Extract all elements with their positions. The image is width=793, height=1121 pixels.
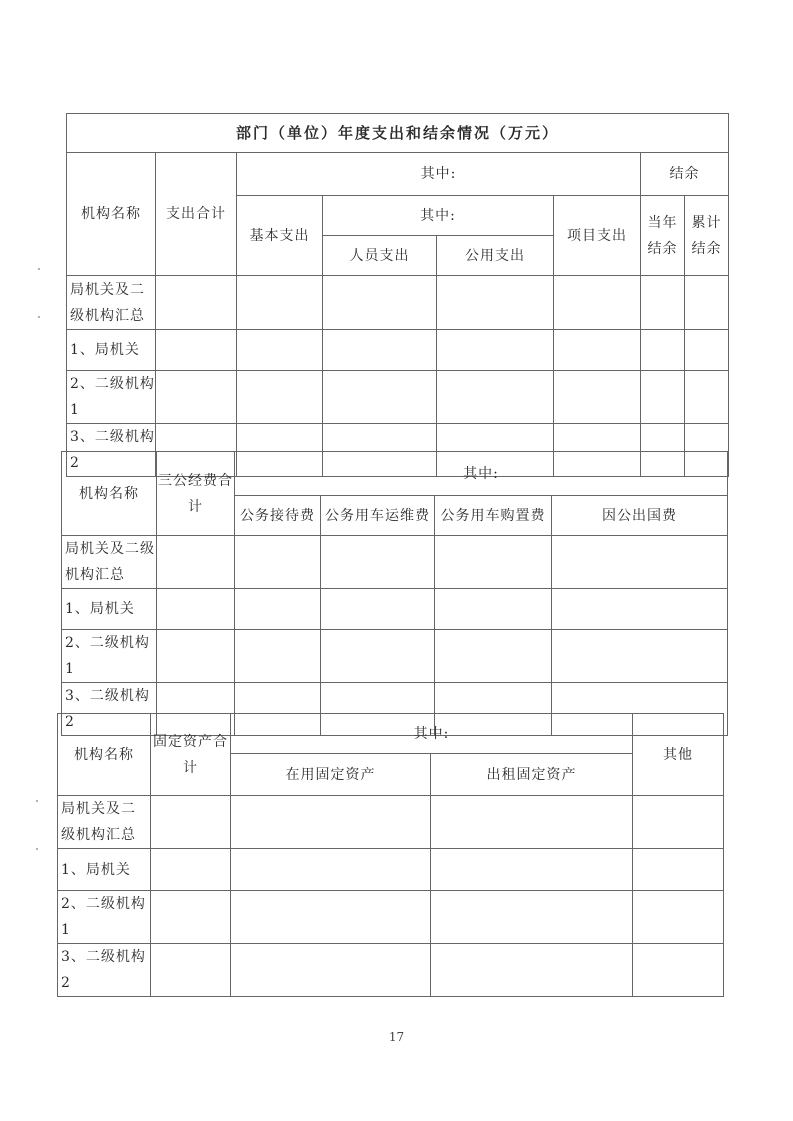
table2-row-label: 3、二级机构 2	[62, 683, 157, 736]
table-cell	[641, 371, 685, 424]
table-cell	[237, 276, 323, 330]
table1-row-label: 3、二级机构 2	[67, 424, 156, 477]
table-cell	[157, 536, 235, 589]
table-cell	[437, 371, 554, 424]
table2-car-purchase: 公务用车购置费	[435, 496, 552, 536]
table-cell	[323, 276, 437, 330]
scan-speck	[36, 848, 38, 850]
table-cell	[552, 536, 728, 589]
table1-current-year: 当年结余	[641, 196, 685, 276]
table-cell	[321, 536, 435, 589]
table2-col-name: 机构名称	[62, 452, 157, 536]
table-cell	[157, 589, 235, 630]
table3-row-label: 2、二级机构 1	[58, 891, 151, 944]
table3-rented: 出租固定资产	[431, 754, 633, 796]
table-cell	[323, 371, 437, 424]
table1-row-label: 2、二级机构 1	[67, 371, 156, 424]
table-cell	[641, 276, 685, 330]
table-cell	[685, 330, 729, 371]
table2-reception: 公务接待费	[235, 496, 321, 536]
table-cell	[323, 330, 437, 371]
table-cell	[435, 589, 552, 630]
table1-col-total: 支出合计	[156, 153, 237, 276]
table-cell	[431, 891, 633, 944]
table-cell	[554, 371, 641, 424]
table-cell	[151, 944, 231, 997]
table-cell	[237, 371, 323, 424]
table1-qizhong: 其中:	[237, 153, 641, 196]
table1-sub-qizhong: 其中:	[323, 196, 554, 236]
table1-project: 项目支出	[554, 196, 641, 276]
table-cell	[431, 944, 633, 997]
table-cell	[231, 849, 431, 891]
table-cell	[435, 630, 552, 683]
table1-row-label: 局机关及二级机构汇总	[67, 276, 156, 330]
table1-col-name: 机构名称	[67, 153, 156, 276]
scan-speck	[36, 800, 38, 802]
table-cell	[437, 330, 554, 371]
table3-in-use: 在用固定资产	[231, 754, 431, 796]
table-cell	[157, 630, 235, 683]
table-cell	[151, 849, 231, 891]
expenditure-surplus-table	[66, 113, 729, 477]
table1-title: 部门（单位）年度支出和结余情况（万元）	[67, 114, 729, 153]
three-public-expenses-table	[61, 451, 728, 736]
fixed-assets-table	[57, 713, 724, 997]
scan-speck	[38, 268, 40, 270]
table2-row-label: 局机关及二级机构汇总	[62, 536, 157, 589]
table-cell	[552, 630, 728, 683]
table-cell	[156, 371, 237, 424]
table2-qizhong: 其中:	[235, 452, 728, 496]
table-cell	[151, 796, 231, 849]
table-cell	[235, 630, 321, 683]
table-cell	[156, 330, 237, 371]
table-cell	[633, 944, 724, 997]
table-cell	[431, 796, 633, 849]
table2-row-label: 2、二级机构 1	[62, 630, 157, 683]
table1-public-use: 公用支出	[437, 236, 554, 276]
scan-speck	[38, 316, 40, 318]
table1-cumulative: 累计结余	[685, 196, 729, 276]
table-cell	[437, 276, 554, 330]
table-cell	[552, 589, 728, 630]
table2-row-label: 1、局机关	[62, 589, 157, 630]
table1-personnel: 人员支出	[323, 236, 437, 276]
table-cell	[633, 891, 724, 944]
table-cell	[235, 536, 321, 589]
table3-qizhong: 其中:	[231, 714, 633, 754]
table-cell	[231, 891, 431, 944]
table-cell	[231, 796, 431, 849]
table-cell	[641, 330, 685, 371]
table-cell	[151, 891, 231, 944]
table-cell	[685, 371, 729, 424]
table1-jieyu: 结余	[641, 153, 729, 196]
table1-row-label: 1、局机关	[67, 330, 156, 371]
table3-row-label: 3、二级机构 2	[58, 944, 151, 997]
table2-car-operation: 公务用车运维费	[321, 496, 435, 536]
table-cell	[633, 796, 724, 849]
table-cell	[235, 589, 321, 630]
table-cell	[633, 849, 724, 891]
table-cell	[554, 276, 641, 330]
table-cell	[685, 276, 729, 330]
table-cell	[237, 330, 323, 371]
table-cell	[321, 630, 435, 683]
table3-row-label: 局机关及二级机构汇总	[58, 796, 151, 849]
table3-other: 其他	[633, 714, 724, 796]
table3-col-total: 固定资产合计	[151, 714, 231, 796]
table1-basic: 基本支出	[237, 196, 323, 276]
table3-row-label: 1、局机关	[58, 849, 151, 891]
table2-col-total: 三公经费合计	[157, 452, 235, 536]
table-cell	[321, 589, 435, 630]
table-cell	[554, 330, 641, 371]
table2-overseas: 因公出国费	[552, 496, 728, 536]
table3-col-name: 机构名称	[58, 714, 151, 796]
table-cell	[231, 944, 431, 997]
page-number: 17	[388, 1030, 405, 1044]
table-cell	[431, 849, 633, 891]
table-cell	[156, 276, 237, 330]
table-cell	[435, 536, 552, 589]
